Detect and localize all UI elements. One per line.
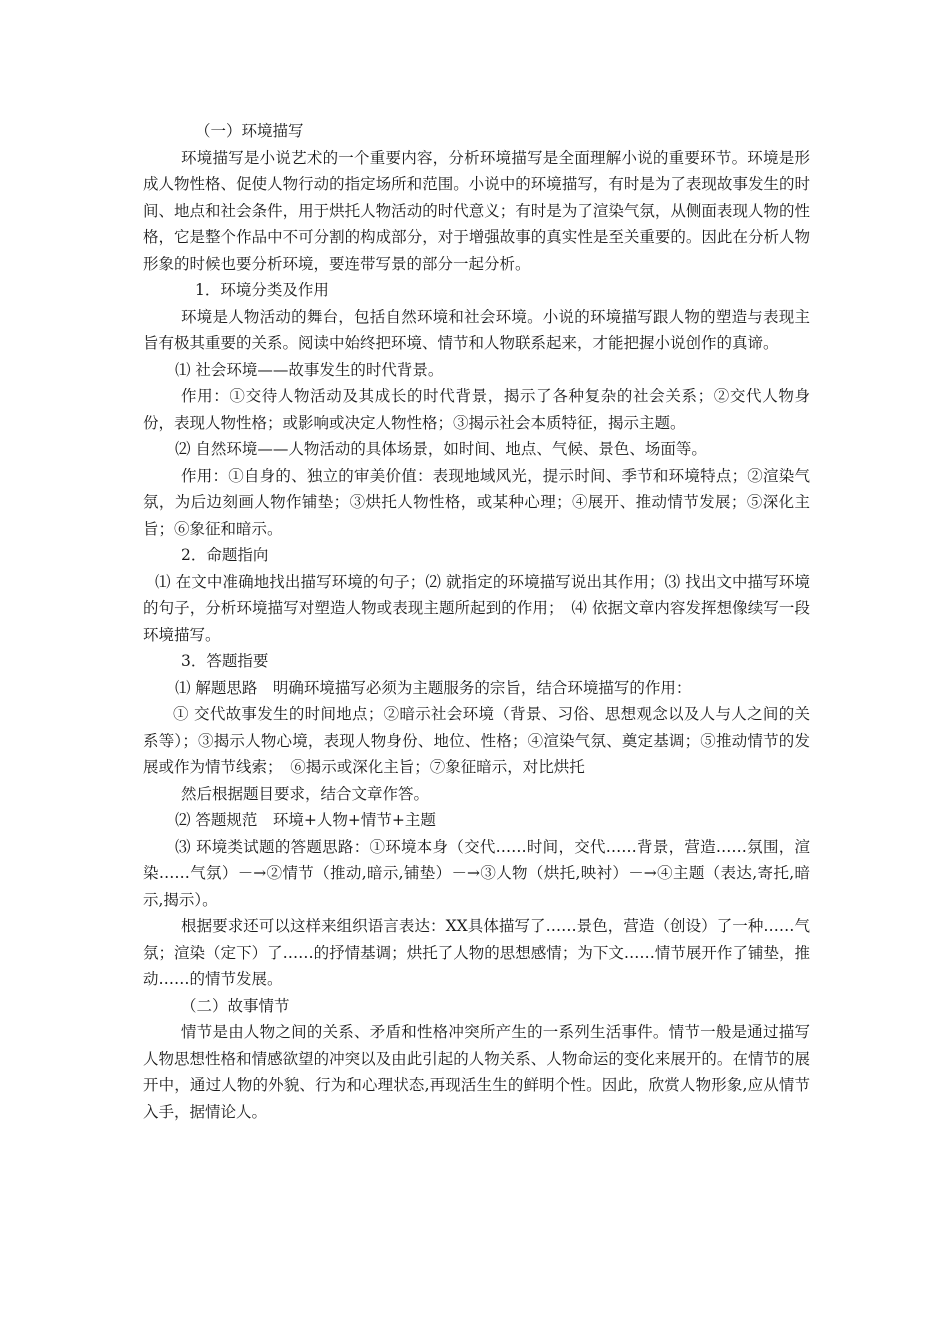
- item-social-environment-use: 作用：①交待人物活动及其成长的时代背景，揭示了各种复杂的社会关系；②交代人物身份，表现人物性格；或影响或决定人物性格；③揭示社会本质特征，揭示主题。: [143, 387, 810, 432]
- paragraph-environment-intro: 环境描写是小说艺术的一个重要内容，分析环境描写是全面理解小说的重要环节。环境是形成人物性格、促使人物行动的指定场所和范围。小说中的环境描写，有时是为了表现故事发生的时间、地点和社会条件，用于烘托人物活动的时代意义；有时是为了渲染气氛，从侧面表现人物的性格，它是整个作品中不可分割的构成部分，对于增强故事的真实性是至关重要的。因此在分析人物形象的时候也要分析环境，要连带写景的部分一起分析。: [143, 148, 810, 273]
- paragraph-question-direction: ⑴ 在文中准确地找出描写环境的句子；⑵ 就指定的环境描写说出其作用；⑶ 找出文中描写环境的句子，分析环境描写对塑造人物或表现主题所起到的作用； ⑷ 依据文章内容发挥想像续写一段环境描写。: [143, 572, 810, 644]
- item-natural-environment-use: 作用：①自身的、独立的审美价值：表现地域风光，提示时间、季节和环境特点；②渲染气氛，为后边刻画人物作铺垫；③烘托人物性格，或某种心理；④展开、推动情节发展；⑤深化主旨；⑥象征和暗示。: [143, 466, 810, 538]
- item-answer-approach: ⑶ 环境类试题的答题思路：①环境本身（交代……时间，交代……背景，营造……氛围，渲染……气氛）－→②情节（推动,暗示,铺垫）－→③人物（烘托,映衬）－→④主题（表达,寄托,暗示,揭示）。: [143, 837, 810, 909]
- paragraph-language-organization: 根据要求还可以这样来组织语言表达：XX具体描写了……景色，营造（创设）了一种……气氛；渲染（定下）了……的抒情基调；烘托了人物的思想感情；为下文……情节展开作了铺垫，推动……的情节发展。: [143, 917, 810, 988]
- subheading-answer-guide: 3．答题指要: [181, 652, 269, 670]
- section-heading-environment: （一）环境描写: [195, 122, 304, 140]
- item-solving-approach-list: ① 交代故事发生的时间地点；②暗示社会环境（背景、习俗、思想观念以及人与人之间的关系等）；③揭示人物心境，表现人物身份、地位、性格；④渲染气氛、奠定基调；⑤推动情节的发展或作为情节线索； ⑥揭示或深化主旨；⑦象征暗示，对比烘托: [143, 705, 810, 776]
- item-social-environment: ⑴ 社会环境——故事发生的时代背景。: [175, 360, 444, 379]
- item-answer-format: ⑵ 答题规范 环境+人物+情节+主题: [175, 811, 436, 829]
- item-natural-environment: ⑵ 自然环境——人物活动的具体场景，如时间、地点、气候、景色、场面等。: [175, 440, 707, 458]
- subheading-classification: 1．环境分类及作用: [195, 281, 329, 299]
- document-body: [143, 118, 810, 1125]
- paragraph-environment-stage: 环境是人物活动的舞台，包括自然环境和社会环境。小说的环境描写跟人物的塑造与表现主旨有极其重要的关系。阅读中始终把环境、情节和人物联系起来，才能把握小说创作的真谛。: [143, 307, 810, 352]
- subheading-question-direction: 2．命题指向: [181, 546, 269, 564]
- item-solving-approach-end: 然后根据题目要求，结合文章作答。: [181, 784, 430, 803]
- paragraph-plot-intro: 情节是由人物之间的关系、矛盾和性格冲突所产生的一系列生活事件。情节一般是通过描写人物思想性格和情感欲望的冲突以及由此引起的人物关系、人物命运的变化来展开的。在情节的展开中，通过人物的外貌、行为和心理状态,再现活生生的鲜明个性。因此，欣赏人物形象,应从情节入手，据情论人。: [143, 1023, 810, 1121]
- item-solving-approach: ⑴ 解题思路 明确环境描写必须为主题服务的宗旨，结合环境描写的作用：: [175, 678, 692, 697]
- section-heading-plot: （二）故事情节: [181, 996, 290, 1015]
